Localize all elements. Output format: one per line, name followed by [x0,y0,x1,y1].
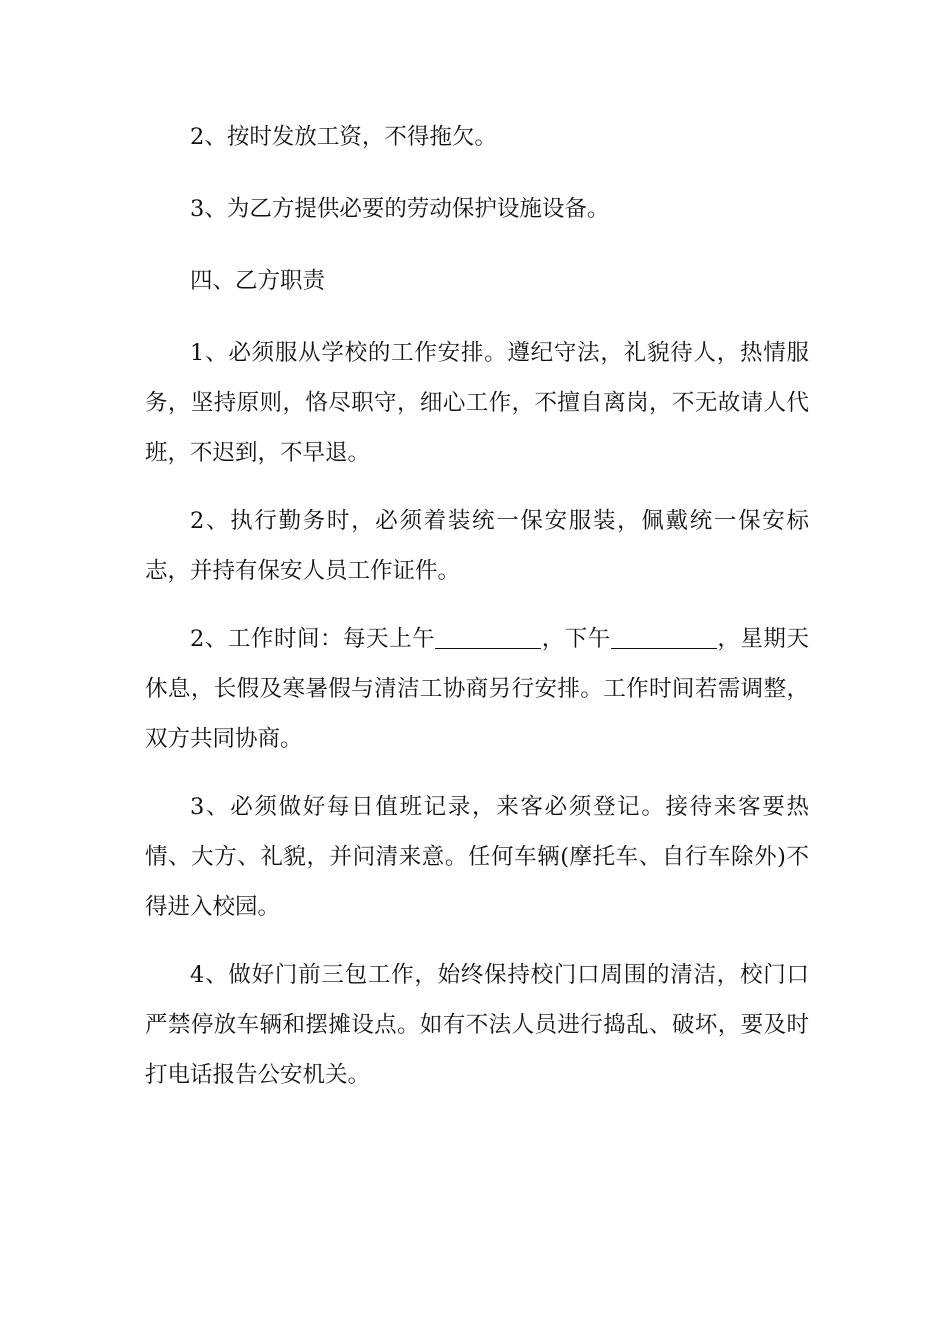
paragraph-obey-arrangements: 1、必须服从学校的工作安排。遵纪守法，礼貌待人，热情服务，坚持原则，恪尽职守，细心工作，不擅自离岗，不无故请人代班，不迟到，不早退。 [145,340,809,466]
paragraph-uniform-requirement: 2、执行勤务时，必须着装统一保安服装，佩戴统一保安标志，并持有保安人员工作证件。 [145,508,809,584]
paragraph-working-hours [145,614,809,764]
working-hours-text-2: ，下午 [541,626,611,652]
section-heading-party-b-duties: 四、乙方职责 [190,268,326,294]
afternoon-hours-blank [611,624,717,650]
working-hours-text-3: ，星期天休息，长假及寒暑假与清洁工协商另行安排。工作时间若需调整，双方共同协商。 [145,626,809,752]
paragraph-wage-payment: 2、按时发放工资，不得拖欠。 [190,124,497,150]
document-body [145,112,809,1118]
morning-hours-blank [435,624,541,650]
paragraph-protective-equipment: 3、为乙方提供必要的劳动保护设施设备。 [190,196,610,222]
paragraph-duty-records: 3、必须做好每日值班记录，来客必须登记。接待来客要热情、大方、礼貌，并问清来意。任何车辆(摩托车、自行车除外)不得进入校园。 [145,794,809,920]
paragraph-gate-cleanliness: 4、做好门前三包工作，始终保持校门口周围的清洁，校门口严禁停放车辆和摆摊设点。如有不法人员进行捣乱、破坏，要及时打电话报告公安机关。 [145,962,809,1088]
working-hours-text-1: 2、工作时间：每天上午 [190,626,436,652]
